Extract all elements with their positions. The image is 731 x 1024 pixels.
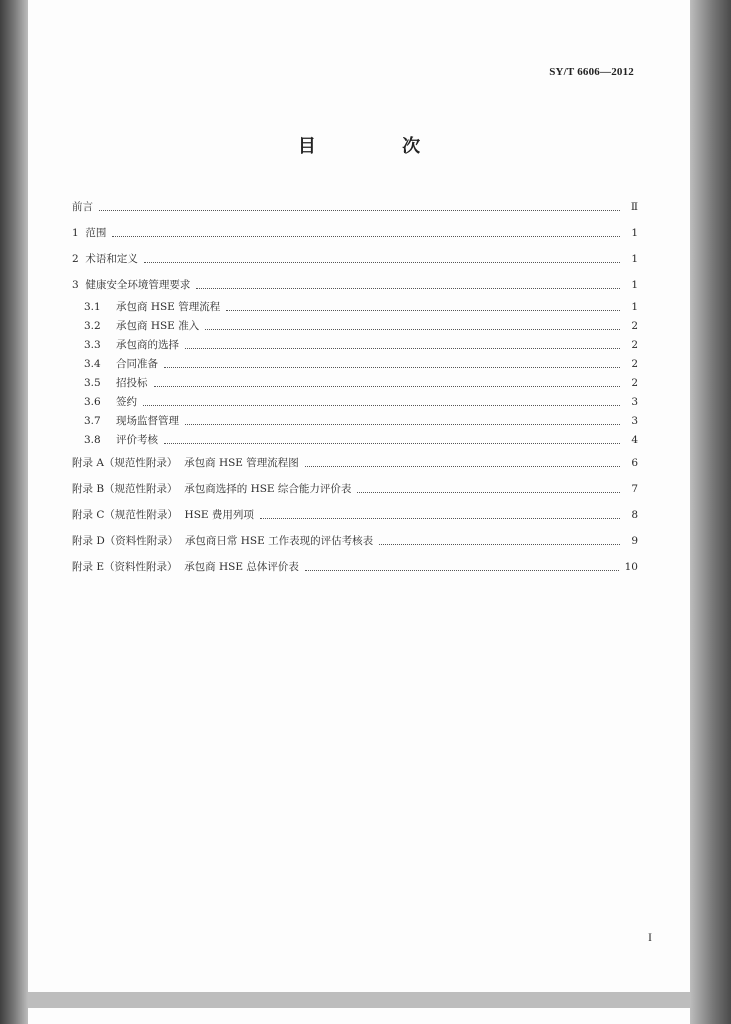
toc-label: HSE 费用列项	[184, 509, 254, 521]
toc-entry[interactable]: 3.6 签约 3	[84, 396, 638, 408]
toc-page-number: 7	[631, 483, 638, 495]
toc-entry[interactable]: 3.8 评价考核 4	[84, 434, 638, 446]
toc-page-number: 1	[631, 253, 638, 265]
dot-leader	[185, 423, 620, 425]
dot-leader	[357, 491, 620, 493]
dot-leader	[154, 385, 621, 387]
toc-entry[interactable]: 3.2 承包商 HSE 准入 2	[84, 320, 638, 332]
toc-entry[interactable]: 2 术语和定义 1	[72, 253, 638, 265]
toc-entry[interactable]: 3.5 招投标 2	[84, 377, 638, 389]
toc-page-number: 6	[631, 457, 638, 469]
toc-page-number: 4	[631, 434, 638, 446]
toc-label: 承包商 HSE 管理流程图	[184, 457, 299, 469]
footer-page-number: I	[648, 930, 652, 944]
toc-label: 承包商 HSE 总体评价表	[184, 561, 299, 573]
toc-page-number: 3	[631, 415, 638, 427]
toc-entry[interactable]: 附录 C（规范性附录） HSE 费用列项 8	[72, 509, 638, 521]
toc-label: 承包商日常 HSE 工作表现的评估考核表	[184, 535, 374, 547]
toc-label: 术语和定义	[85, 253, 138, 265]
page-title: 目 次	[297, 136, 461, 157]
toc-page-number: 3	[631, 396, 638, 408]
toc-entry[interactable]: 附录 A（规范性附录） 承包商 HSE 管理流程图 6	[72, 457, 638, 469]
dot-leader	[144, 261, 620, 263]
toc-entry[interactable]: 3.3 承包商的选择 2	[84, 339, 638, 351]
toc-entry[interactable]: 3.1 承包商 HSE 管理流程 1	[84, 301, 638, 313]
dot-leader	[164, 442, 620, 444]
toc-label: 承包商 HSE 准入	[116, 320, 200, 332]
toc-label: 健康安全环境管理要求	[85, 279, 191, 291]
toc-entry[interactable]: 附录 E（资料性附录） 承包商 HSE 总体评价表 10	[72, 561, 638, 573]
dot-leader	[99, 209, 620, 211]
dot-leader	[260, 517, 620, 519]
toc-page-number: Ⅱ	[630, 201, 638, 213]
toc-entry[interactable]: 附录 B（规范性附录） 承包商选择的 HSE 综合能力评价表 7	[72, 483, 638, 495]
toc-label: 前言	[72, 201, 93, 213]
toc-page-number: 1	[631, 279, 638, 291]
toc-page-number: 1	[631, 227, 638, 239]
next-page-edge	[28, 1008, 690, 1024]
toc-label: 现场监督管理	[116, 415, 179, 427]
dot-leader	[305, 569, 619, 571]
dot-leader	[205, 328, 620, 330]
standard-code: SY/T 6606—2012	[549, 66, 634, 78]
toc-label: 承包商 HSE 管理流程	[116, 301, 221, 313]
dot-leader	[226, 309, 620, 311]
toc-entry[interactable]: 附录 D（资料性附录） 承包商日常 HSE 工作表现的评估考核表 9	[72, 535, 638, 547]
toc-entry[interactable]: 3.4 合同准备 2	[84, 358, 638, 370]
toc-entry[interactable]: 3.7 现场监督管理 3	[84, 415, 638, 427]
toc-label: 签约	[116, 396, 137, 408]
dot-leader	[185, 347, 620, 349]
toc-entry[interactable]: 3 健康安全环境管理要求 1	[72, 279, 638, 291]
dot-leader	[379, 543, 620, 545]
dot-leader	[143, 404, 620, 406]
dot-leader	[112, 235, 620, 237]
toc-page-number: 2	[631, 339, 638, 351]
dot-leader	[164, 366, 620, 368]
toc-label: 承包商的选择	[116, 339, 179, 351]
toc-page-number: 2	[631, 377, 638, 389]
toc-entry[interactable]	[72, 198, 638, 214]
toc-label: 范围	[85, 227, 107, 239]
toc-page-number: 2	[631, 320, 638, 332]
toc-page-number: 8	[631, 509, 638, 521]
toc-page-number: 10	[624, 561, 638, 573]
toc-page-number: 2	[631, 358, 638, 370]
toc-label: 评价考核	[116, 434, 158, 446]
toc-page-number: 9	[631, 535, 638, 547]
dot-leader	[305, 465, 620, 467]
toc-label: 承包商选择的 HSE 综合能力评价表	[184, 483, 352, 495]
document-page	[28, 0, 690, 992]
toc-page-number: 1	[631, 301, 638, 313]
toc-entry[interactable]: 1 范围 1	[72, 227, 638, 239]
dot-leader	[196, 287, 620, 289]
toc-label: 招投标	[116, 377, 148, 389]
toc-label: 合同准备	[116, 358, 158, 370]
